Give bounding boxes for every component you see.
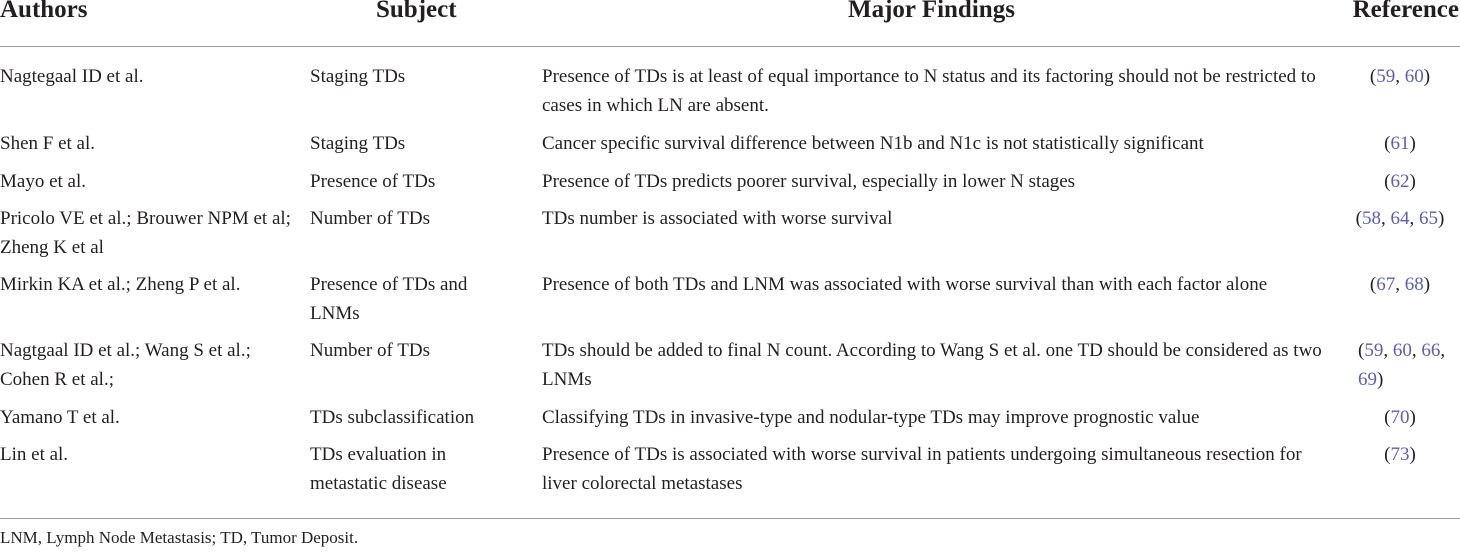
- header-findings: Major Findings: [848, 0, 1015, 23]
- reference-link[interactable]: 68: [1404, 274, 1424, 295]
- reference-link[interactable]: 70: [1390, 407, 1410, 428]
- cell-findings: Presence of TDs predicts poorer survival, especially in lower N stages: [542, 171, 1076, 192]
- cell-authors: Yamano T et al.: [0, 407, 120, 428]
- cell-subject: Staging TDs: [310, 133, 406, 154]
- table-bottom-rule: [0, 518, 1460, 519]
- reference-link[interactable]: 66: [1421, 340, 1441, 361]
- reference-link[interactable]: 64: [1390, 208, 1410, 229]
- cell-subject: Presence of TDs: [310, 171, 436, 192]
- reference-link[interactable]: 73: [1390, 444, 1410, 465]
- reference-link[interactable]: 65: [1419, 208, 1438, 229]
- cell-subject: TDs subclassification: [310, 407, 475, 428]
- cell-subject: Presence of TDs and LNMs: [310, 274, 468, 324]
- cell-reference: (73): [1384, 444, 1416, 465]
- reference-link[interactable]: 61: [1390, 133, 1410, 154]
- cell-findings: Presence of both TDs and LNM was associated with worse survival than with each factor alone: [542, 274, 1268, 295]
- reference-link[interactable]: 59: [1376, 66, 1396, 87]
- header-authors: Authors: [0, 0, 88, 23]
- cell-reference: (59, 60): [1369, 66, 1431, 87]
- cell-authors: Pricolo VE et al.; Brouwer NPM et al; Zheng K et al: [0, 208, 291, 258]
- cell-authors: Mirkin KA et al.; Zheng P et al.: [0, 274, 241, 295]
- cell-reference: (70): [1384, 407, 1416, 428]
- cell-subject: Number of TDs: [310, 208, 430, 229]
- cell-authors: Shen F et al.: [0, 133, 95, 154]
- cell-authors: Mayo et al.: [0, 171, 87, 192]
- cell-findings: Presence of TDs is associated with worse survival in patients undergoing simultaneous resection for liver colorectal metastases: [542, 444, 1302, 494]
- cell-authors: Nagtgaal ID et al.; Wang S et al.; Cohen R et al.;: [0, 340, 251, 390]
- reference-link[interactable]: 60: [1392, 340, 1412, 361]
- cell-reference: (58, 64, 65): [1355, 208, 1445, 229]
- cell-findings: Cancer specific survival difference between N1b and N1c is not statistically significant: [542, 133, 1204, 154]
- cell-reference: (67, 68): [1369, 274, 1431, 295]
- reference-link[interactable]: 59: [1364, 340, 1384, 361]
- reference-link[interactable]: 62: [1390, 171, 1410, 192]
- cell-subject: TDs evaluation in metastatic disease: [310, 444, 447, 494]
- table-header: [0, 0, 1460, 47]
- cell-authors: Nagtegaal ID et al.: [0, 66, 144, 87]
- reference-link[interactable]: 69: [1358, 369, 1377, 390]
- reference-link[interactable]: 67: [1376, 274, 1396, 295]
- header-subject: Subject: [376, 0, 457, 23]
- reference-link[interactable]: 58: [1362, 208, 1381, 229]
- cell-authors: Lin et al.: [0, 444, 69, 465]
- cell-subject: Staging TDs: [310, 66, 406, 87]
- cell-reference: (61): [1384, 133, 1416, 154]
- cell-findings: Presence of TDs is at least of equal importance to N status and its factoring should not be restricted to cases in which LN are absent.: [542, 66, 1316, 116]
- cell-reference: (62): [1384, 171, 1416, 192]
- cell-reference: (59, 60, 66, 69): [1358, 340, 1446, 390]
- header-reference: Reference: [1352, 0, 1459, 23]
- cell-findings: TDs should be added to final N count. According to Wang S et al. one TD should be considered as two LNMs: [542, 340, 1322, 390]
- reference-link[interactable]: 60: [1404, 66, 1424, 87]
- table-footnote: LNM, Lymph Node Metastasis; TD, Tumor Deposit.: [0, 528, 359, 547]
- cell-subject: Number of TDs: [310, 340, 430, 361]
- cell-findings: TDs number is associated with worse survival: [542, 208, 893, 229]
- cell-findings: Classifying TDs in invasive-type and nodular-type TDs may improve prognostic value: [542, 407, 1200, 428]
